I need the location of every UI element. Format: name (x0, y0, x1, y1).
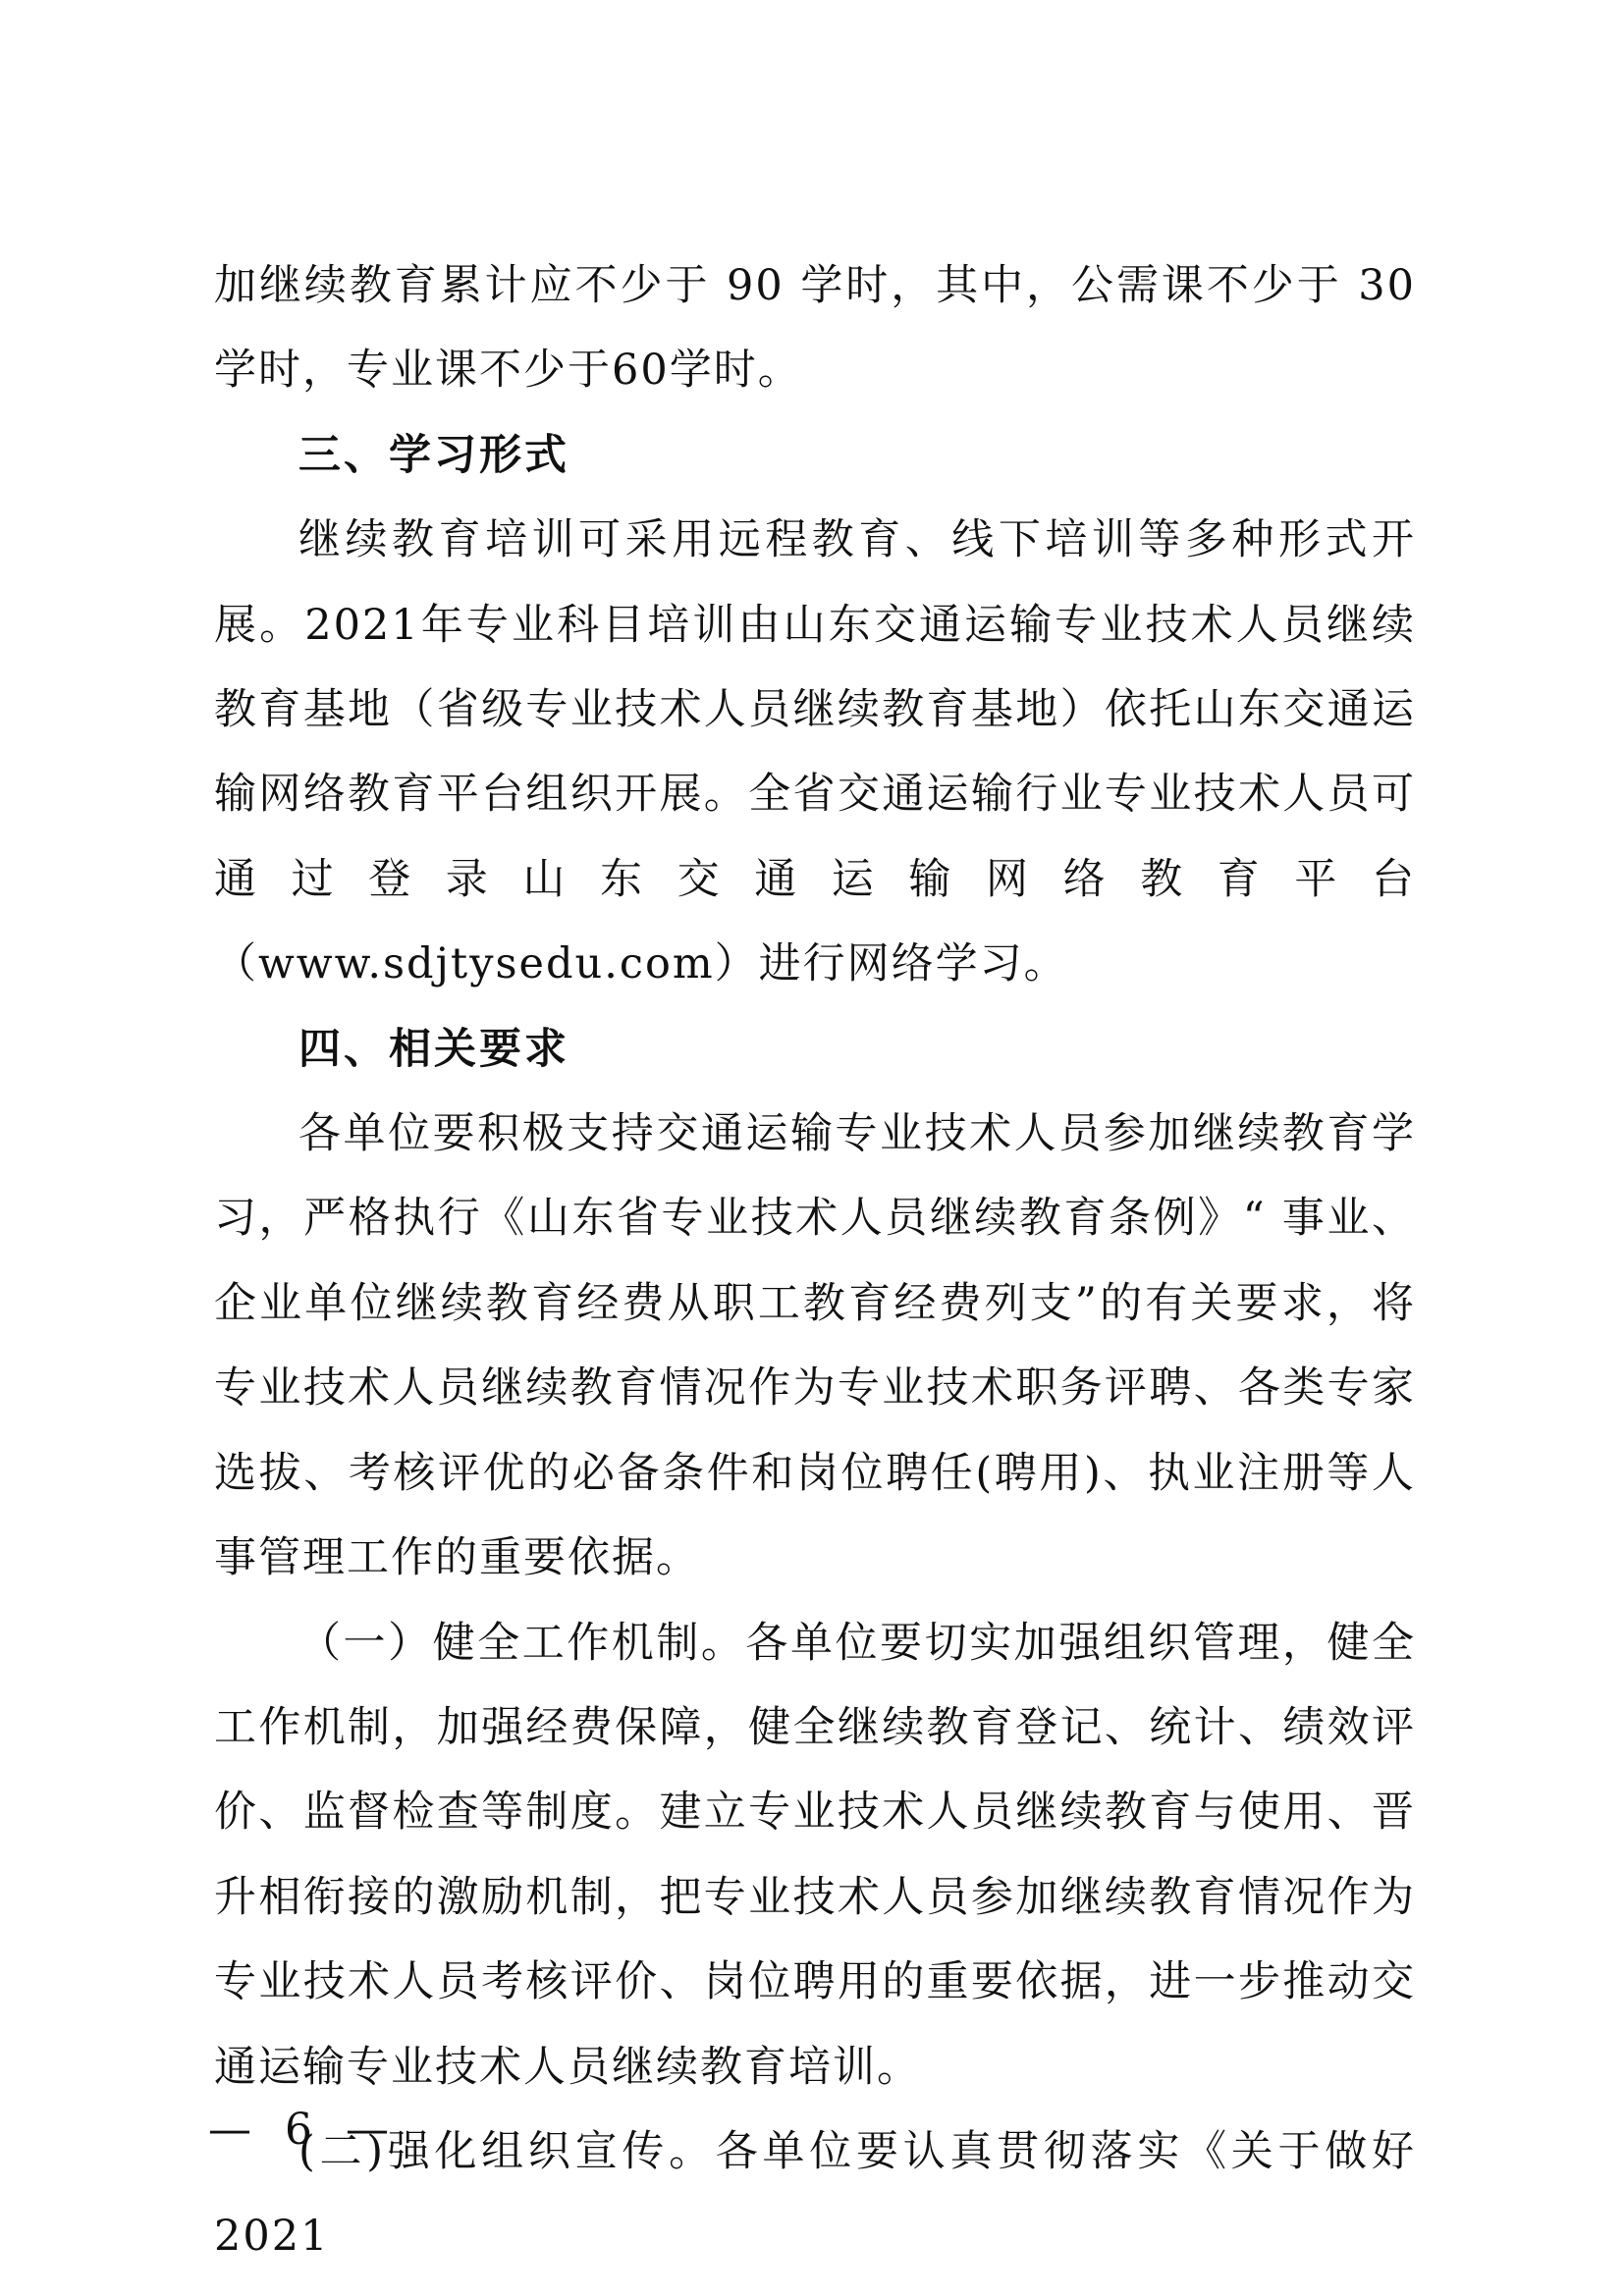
section-heading-learning-form: 三、学习形式 (298, 430, 569, 480)
paragraph-work-mechanism: （一）健全工作机制。各单位要切实加强组织管理，健全工作机制，加强经费保障，健全继续教育登记、统计、绩效评价、监督检查等制度。建立专业技术人员继续教育与使用、晋升相衔接的激励机制，把专业技术人员参加继续教育情况作为专业技术人员考核评价、岗位聘用的重要依据，进一步推动交通运输专业技术人员继续教育培训。 (214, 1618, 1416, 2092)
paragraph-publicity: (二)强化组织宣传。各单位要认真贯彻落实《关于做好 2021 (214, 2126, 1416, 2262)
page-number: — 6 — (208, 2105, 399, 2155)
section-heading-requirements: 四、相关要求 (298, 1024, 569, 1074)
document-body (214, 243, 1416, 2279)
paragraph-learning-form: 继续教育培训可采用远程教育、线下培训等多种形式开展。2021年专业科目培训由山东交通运输专业技术人员继续教育基地（省级专业技术人员继续教育基地）依托山东交通运输网络教育平台组织开展。全省交通运输行业专业技术人员可通过登录山东交通运输网络教育平台（www.sdjtysedu.com）进行网络学习。 (214, 515, 1416, 989)
paragraph-continuation: 加继续教育累计应不少于 90 学时，其中，公需课不少于 30 学时，专业课不少于60学时。 (214, 261, 1416, 396)
paragraph-requirements: 各单位要积极支持交通运输专业技术人员参加继续教育学习，严格执行《山东省专业技术人员继续教育条例》“ 事业、企业单位继续教育经费从职工教育经费列支”的有关要求，将专业技术人员继续教育情况作为专业技术职务评聘、各类专家选拔、考核评优的必备条件和岗位聘任(聘用)、执业注册等人事管理工作的重要依据。 (214, 1109, 1416, 1583)
